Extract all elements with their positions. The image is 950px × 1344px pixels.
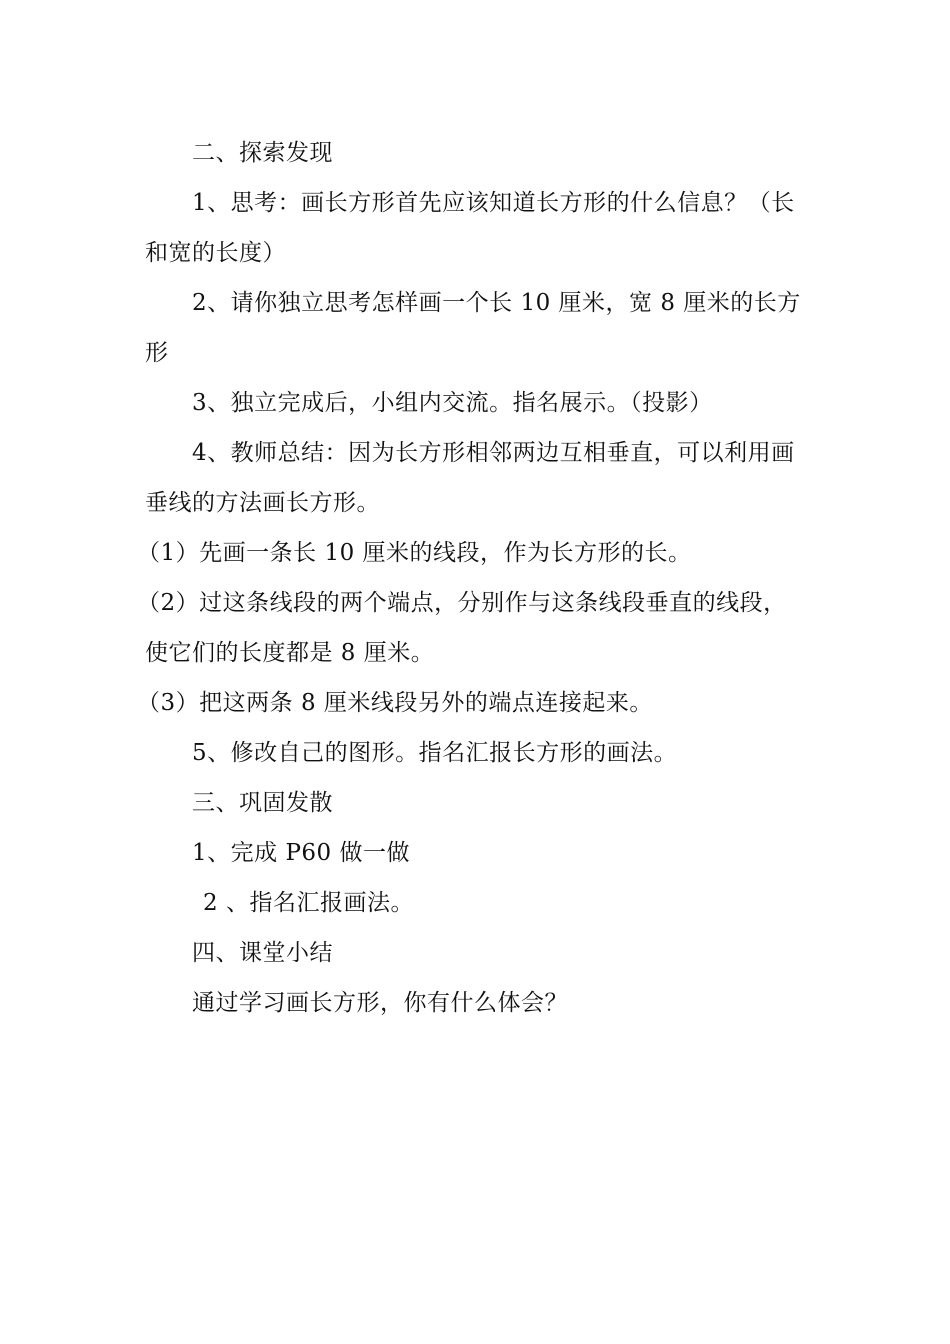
section-heading-consolidate: 三、巩固发散: [192, 790, 333, 816]
paragraph-line: 1、完成 P60 做一做: [192, 840, 410, 866]
step-item: （2）过这条线段的两个端点，分别作与这条线段垂直的线段，: [137, 590, 787, 616]
paragraph-line: 1、思考：画长方形首先应该知道长方形的什么信息？（长: [192, 190, 795, 216]
document-body: [137, 128, 805, 1028]
paragraph-line: 通过学习画长方形，你有什么体会？: [192, 990, 568, 1016]
paragraph-line: 5、修改自己的图形。指名汇报长方形的画法。: [192, 740, 678, 766]
step-item: （3）把这两条 8 厘米线段另外的端点连接起来。: [137, 690, 653, 716]
paragraph-line: 垂线的方法画长方形。: [145, 490, 380, 516]
section-heading-explore: 二、探索发现: [192, 140, 333, 166]
paragraph-line: 4、教师总结：因为长方形相邻两边互相垂直，可以利用画: [192, 440, 795, 466]
paragraph-line: 形: [145, 340, 169, 366]
paragraph-line: 2 、指名汇报画法。: [203, 890, 414, 916]
section-heading-summary: 四、课堂小结: [192, 940, 333, 966]
paragraph-line: 和宽的长度）: [145, 240, 286, 266]
paragraph-line: 使它们的长度都是 8 厘米。: [145, 640, 435, 666]
paragraph-line: 3、独立完成后，小组内交流。指名展示。（投影）: [192, 390, 713, 416]
step-item: （1）先画一条长 10 厘米的线段，作为长方形的长。: [137, 540, 692, 566]
paragraph-line: 2、请你独立思考怎样画一个长 10 厘米，宽 8 厘米的长方: [192, 290, 801, 316]
